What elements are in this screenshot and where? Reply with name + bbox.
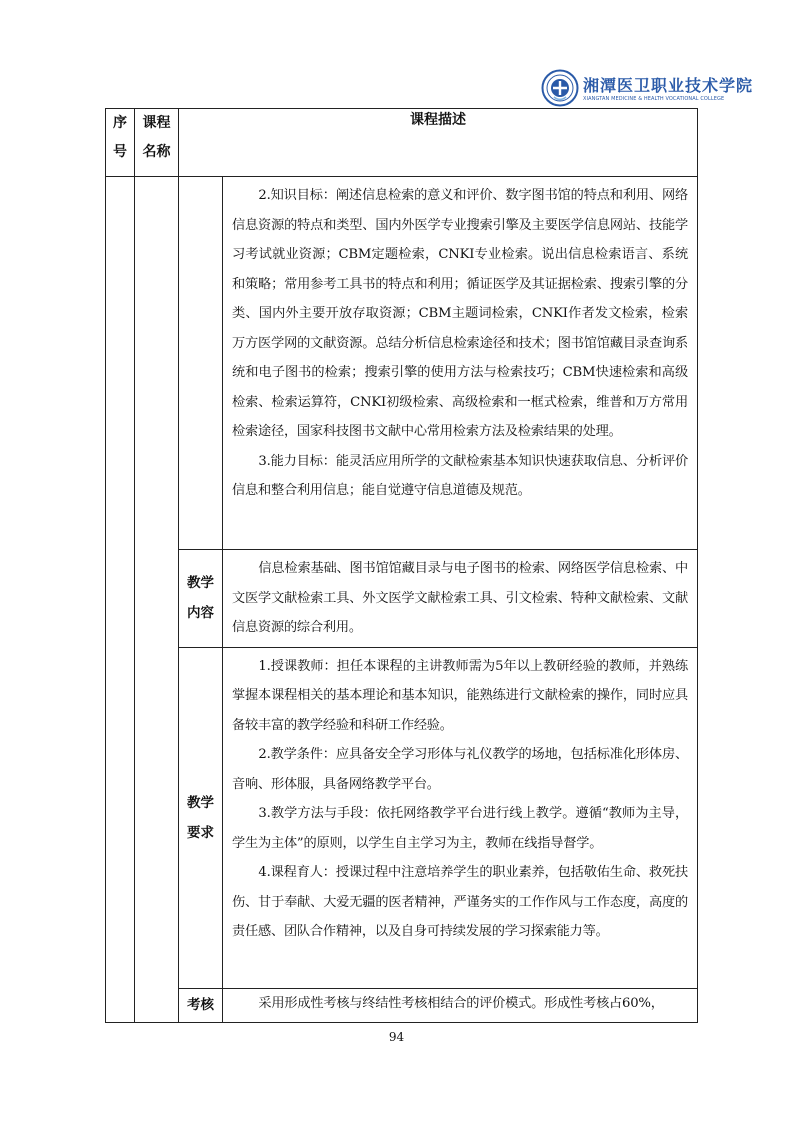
description-cell xyxy=(223,988,698,1023)
index-cell xyxy=(106,177,135,1023)
header-course-name xyxy=(135,109,179,177)
header-index xyxy=(106,109,135,177)
course-name-cell xyxy=(135,177,179,1023)
row-label xyxy=(179,177,223,550)
row-label-line1: 教学 xyxy=(187,575,214,592)
row-label-line1: 考核 xyxy=(187,997,214,1014)
header-name-line2: 名称 xyxy=(142,144,171,160)
description-cell xyxy=(223,647,698,988)
description-cell xyxy=(223,550,698,648)
header-index-line2: 号 xyxy=(113,144,127,160)
teaching-content-paragraph: 信息检索基础、图书馆馆藏目录与电子图书的检索、网络医学信息检索、中文医学文献检索工具、外文医学文献检索工具、引文检索、特种文献检索、文献信息资源的综合利用。 xyxy=(232,561,688,635)
header-description xyxy=(179,109,698,177)
row-label-line2: 要求 xyxy=(187,824,214,841)
row-label xyxy=(179,550,223,648)
header-description-label: 课程描述 xyxy=(410,112,466,128)
table-row xyxy=(106,550,698,648)
college-emblem-icon xyxy=(541,69,579,107)
course-education-paragraph: 4.课程育人：授课过程中注意培养学生的职业素养，包括敬佑生命、救死扶伤、甘于奉献、大爱无疆的医者精神，严谨务实的工作作风与工作态度，高度的责任感、团队合作精神，以及自身可持续发展的学习探索能力等。 xyxy=(232,865,688,939)
description-cell xyxy=(223,177,698,550)
row-label-line1: 教学 xyxy=(187,794,214,811)
table-row xyxy=(106,177,698,550)
page-number: 94 xyxy=(388,1030,405,1044)
assessment-paragraph: 采用形成性考核与终结性考核相结合的评价模式。形成性考核占60%， xyxy=(258,995,664,1011)
college-name-en: XIANGTAN MEDICINE & HEALTH VOCATIONAL COLLEGE xyxy=(583,96,725,102)
row-label-line2: 内容 xyxy=(187,605,214,622)
teaching-method-paragraph: 3.教学方法与手段：依托网络教学平台进行线上教学。遵循“教师为主导，学生为主体”的原则，以学生自主学习为主，教师在线指导督学。 xyxy=(232,806,688,851)
table-row xyxy=(106,647,698,988)
knowledge-goal-paragraph: 2.知识目标：阐述信息检索的意义和评价、数字图书馆的特点和利用、网络信息资源的特点和类型、国内外医学专业搜索引擎及主要医学信息网站、技能学习考试就业资源；CBM定题检索，CNKI专业检索。说出信息检索语言、系统和策略；常用参考工具书的特点和利用；循证医学及其证据检索、搜索引擎的分类、国内外主要开放存取资源；CBM主题词检索，CNKI作者发文检索，检索万方医学网的文献资源。总结分析信息检索途径和技术；图书馆馆藏目录查询系统和电子图书的检索；搜索引擎的使用方法与检索技巧；CBM快速检索和高级检索、检索运算符，CNKI初级检索、高级检索和一框式检索，维普和万方常用检索途径，国家科技图书文献中心常用检索方法及检索结果的处理。 xyxy=(232,188,688,439)
table-row xyxy=(106,988,698,1023)
college-name: 湘潭医卫职业技术学院 xyxy=(583,76,754,95)
row-label xyxy=(179,647,223,988)
ability-goal-paragraph: 3.能力目标：能灵活应用所学的文献检索基本知识快速获取信息、分析评价信息和整合利用信息；能自觉遵守信息道德及规范。 xyxy=(232,453,688,498)
header-name-line1: 课程 xyxy=(142,115,171,131)
teacher-requirement-paragraph: 1.授课教师：担任本课程的主讲教师需为5年以上教研经验的教师，并熟练掌握本课程相关的基本理论和基本知识，能熟练进行文献检索的操作，同时应具备较丰富的教学经验和科研工作经验。 xyxy=(232,658,688,733)
course-table xyxy=(105,108,698,1023)
header-index-line1: 序 xyxy=(113,115,127,131)
table-header-row xyxy=(106,109,698,177)
college-logo xyxy=(541,69,754,109)
row-label xyxy=(179,988,223,1023)
teaching-condition-paragraph: 2.教学条件：应具备安全学习形体与礼仪教学的场地，包括标准化形体房、音响、形体服，具备网络教学平台。 xyxy=(232,747,688,792)
